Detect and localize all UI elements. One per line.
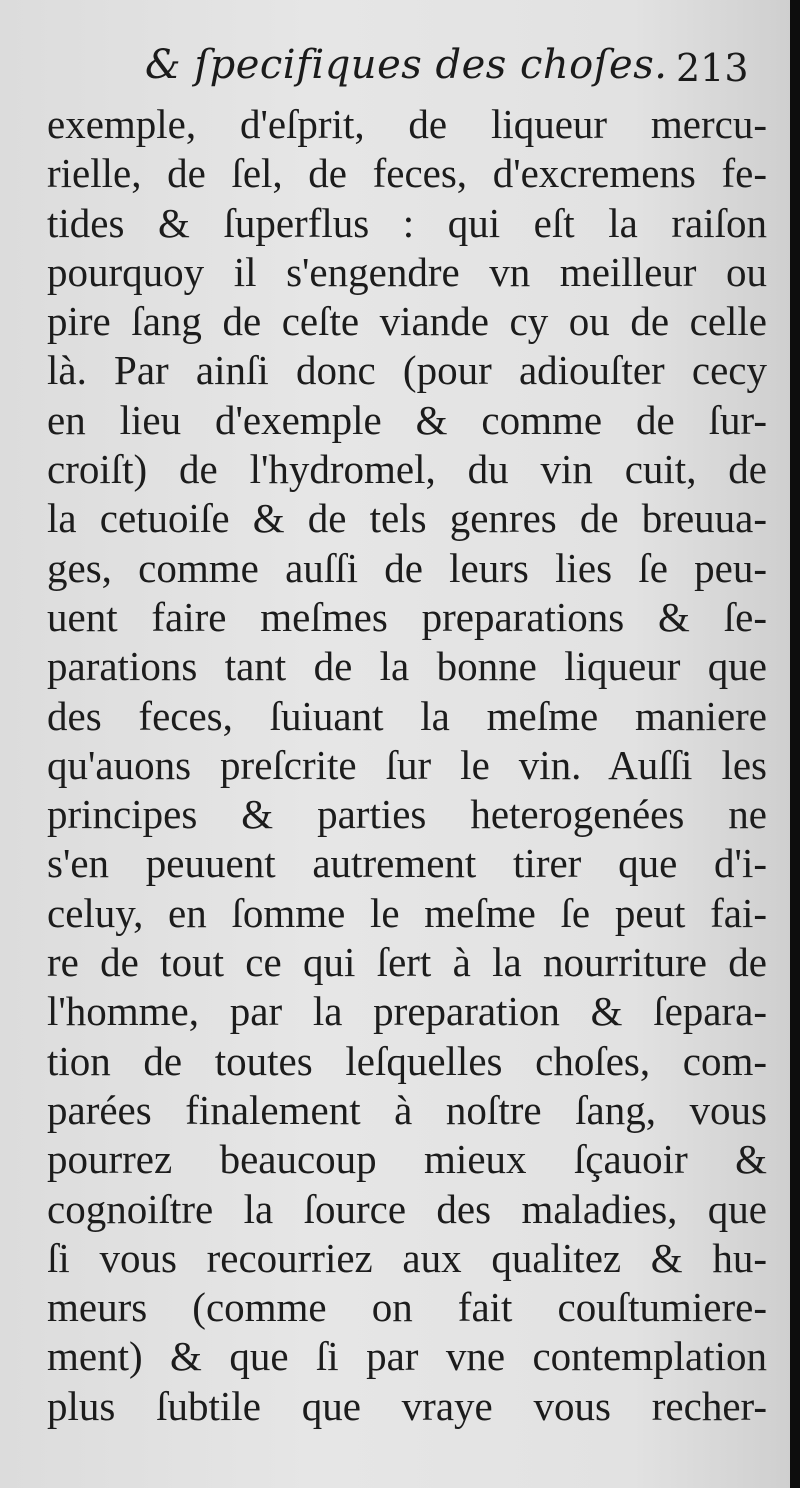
text-line: rielle, de ſel, de feces, d'excremens fe- <box>47 150 767 197</box>
text-line: ges, comme auſſi de leurs lies ſe peu- <box>47 544 767 591</box>
text-line: s'en peuuent autrement tirer que d'i- <box>47 840 767 887</box>
text-line: l'homme, par la preparation & ſepara- <box>47 988 767 1035</box>
text-line: tion de toutes leſquelles choſes, com- <box>47 1037 767 1084</box>
running-title: & ſpecifiques des choſes. <box>145 42 668 88</box>
text-line: uent faire meſmes preparations & ſe- <box>47 593 767 640</box>
text-line: re de tout ce qui ſert à la nourriture de <box>47 939 767 986</box>
text-line: cognoiſtre la ſource des maladies, que <box>47 1185 767 1232</box>
body-text <box>47 100 767 1431</box>
text-line: en lieu d'exemple & comme de ſur- <box>47 396 767 443</box>
text-line: la cetuoiſe & de tels genres de breuua- <box>47 495 767 542</box>
page-edge-shadow <box>790 0 800 1488</box>
text-line: tides & ſuperflus : qui eſt la raiſon <box>47 199 767 246</box>
text-line: croiſt) de l'hydromel, du vin cuit, de <box>47 446 767 493</box>
text-line: qu'auons preſcrite ſur le vin. Auſſi les <box>47 741 767 788</box>
text-line: parations tant de la bonne liqueur que <box>47 643 767 690</box>
text-line: parées finalement à noſtre ſang, vous <box>47 1086 767 1133</box>
text-line: celuy, en ſomme le meſme ſe peut fai- <box>47 889 767 936</box>
page-header <box>0 42 790 102</box>
text-line: des feces, ſuiuant la meſme maniere <box>47 692 767 739</box>
text-line: plus ſubtile que vraye vous recher- <box>47 1382 767 1429</box>
text-line: pourquoy il s'engendre vn meilleur ou <box>47 248 767 295</box>
text-line: pourrez beaucoup mieux ſçauoir & <box>47 1136 767 1183</box>
text-line: principes & parties heterogenées ne <box>47 791 767 838</box>
page-number: 213 <box>676 46 749 90</box>
text-line: pire ſang de ceſte viande cy ou de celle <box>47 298 767 345</box>
text-line: ſi vous recourriez aux qualitez & hu- <box>47 1234 767 1281</box>
text-line: là. Par ainſi donc (pour adiouſter cecy <box>47 347 767 394</box>
text-line: exemple, d'eſprit, de liqueur mercu- <box>47 101 767 147</box>
text-line: meurs (comme on fait couſtumiere- <box>47 1284 767 1331</box>
text-line: ment) & que ſi par vne contemplation <box>47 1333 767 1380</box>
